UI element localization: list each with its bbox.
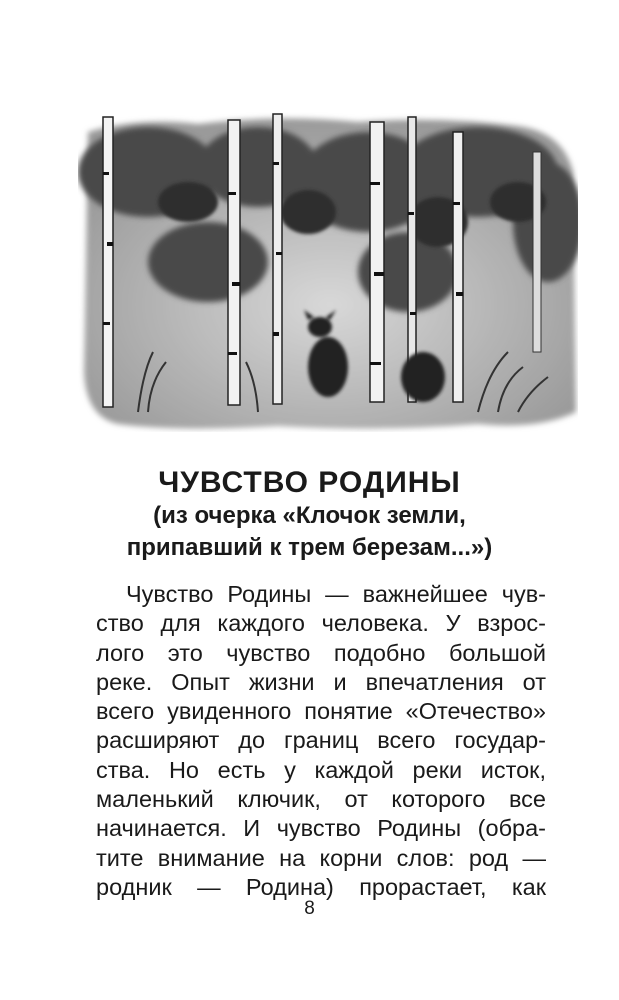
birch-forest-illustration	[78, 112, 578, 432]
chapter-subtitle	[0, 500, 619, 564]
text-line: реке. Опыт жизни и впечатления от	[96, 668, 546, 695]
text-line: расширяют до границ всего государ-	[96, 727, 546, 754]
subtitle-line: припавший к трем березам...»)	[126, 534, 493, 561]
text-line: маленький ключик, от которого все	[96, 786, 546, 813]
page-number: 8	[304, 898, 315, 919]
text-line: родник — Родина) прорастает, как	[96, 873, 546, 900]
text-line: ство для каждого человека. У взрос-	[96, 610, 546, 637]
text-line: ства. Но есть у каждой реки исток,	[96, 756, 546, 783]
text-line: начинается. И чувство Родины (обра-	[96, 815, 546, 842]
text-line: лого это чувство подобно большой	[96, 639, 546, 666]
text-line: всего увиденного понятие «Отечество»	[96, 698, 546, 725]
subtitle-line: (из очерка «Клочок земли,	[153, 502, 466, 529]
text-line: тите внимание на корни слов: род —	[96, 844, 546, 871]
chapter-title: ЧУВСТВО РОДИНЫ	[158, 466, 461, 499]
body-paragraph	[96, 580, 546, 902]
text-line: Чувство Родины — важнейшее чув-	[126, 581, 546, 607]
